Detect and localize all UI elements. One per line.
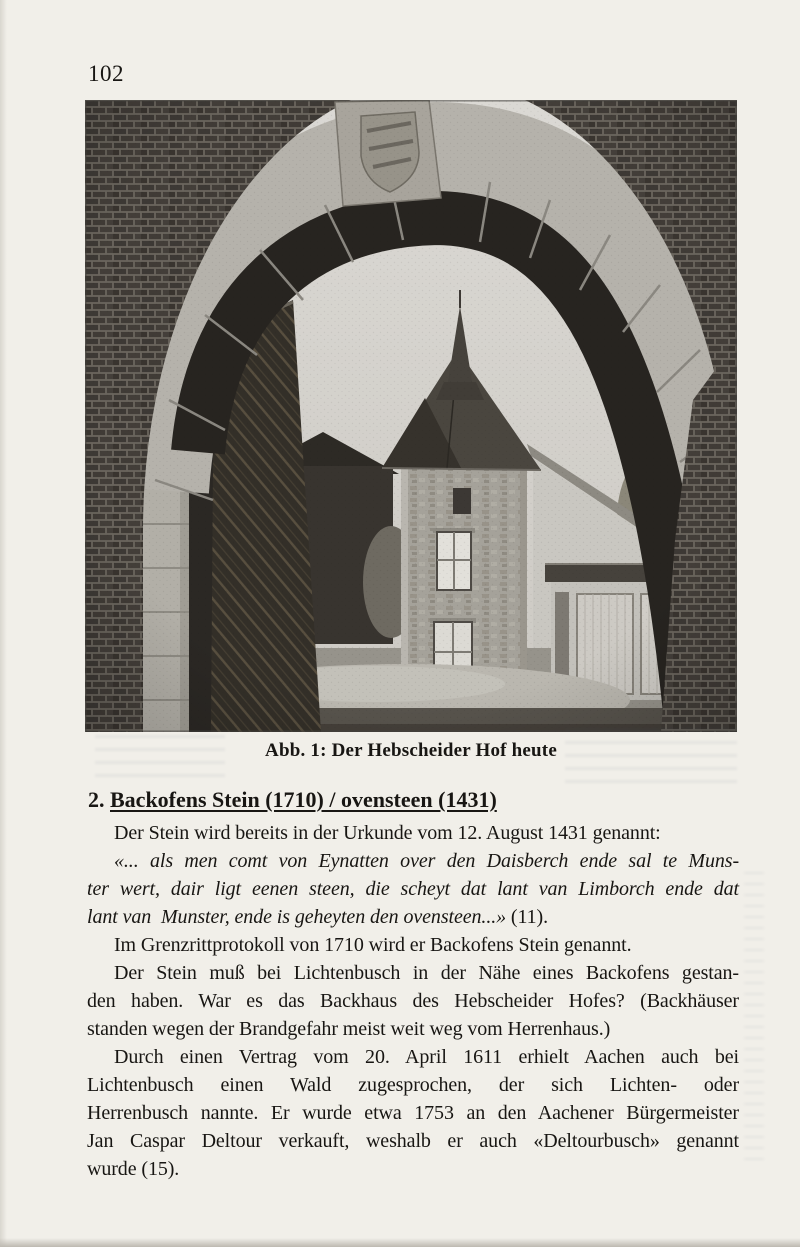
- body-line: [87, 875, 739, 903]
- body-segment: Der Stein wird bereits in der Urkunde vom 12. August 1431 genannt:: [114, 822, 661, 844]
- section-title: Backofens Stein (1710) / ovensteen (1431): [110, 787, 497, 812]
- body-segment: Lichtenbusch einen Wald zugesprochen, der sich Lichten- oder: [87, 1074, 739, 1096]
- scan-edge-left: [0, 0, 7, 1247]
- body-line: [87, 959, 739, 987]
- bleedthrough-margin: [744, 870, 764, 1160]
- body-segment: Durch einen Vertrag vom 20. April 1611 erhielt Aachen auch bei: [114, 1046, 739, 1068]
- body-line: [87, 1099, 739, 1127]
- body-segment: Jan Caspar Deltour verkauft, weshalb er auch «Deltourbusch» genannt: [87, 1130, 739, 1152]
- quote-text: lant van Munster, ende is geheyten den ovensteen...»: [87, 906, 511, 928]
- body-segment: Der Stein muß bei Lichtenbusch in der Nähe eines Backofens gestan-: [114, 962, 739, 984]
- figure-photo-hebscheider-hof: [85, 100, 737, 732]
- quote-text: «... als men comt von Eynatten over den Daisberch ende sal te Muns-: [114, 850, 739, 872]
- body-line: [87, 1155, 739, 1183]
- scan-edge-bottom: [0, 1238, 800, 1247]
- body-line: [87, 1127, 739, 1155]
- body-segment: standen wegen der Brandgefahr meist weit weg vom Herrenhaus.): [87, 1018, 611, 1040]
- gate-arch-photo-illustration: [85, 100, 737, 732]
- body-line: [87, 847, 739, 875]
- figure-caption: Abb. 1: Der Hebscheider Hof heute: [265, 740, 557, 761]
- body-line: [87, 903, 739, 931]
- body-line: [87, 1015, 739, 1043]
- page-number: 102: [88, 61, 124, 86]
- body-line: [87, 931, 739, 959]
- section-heading: [88, 787, 497, 813]
- body-segment: wurde (15).: [87, 1158, 180, 1180]
- body-segment: den haben. War es das Backhaus des Hebscheider Hofes? (Backhäuser: [87, 990, 739, 1012]
- quote-text: ter wert, dair ligt eenen steen, die scheyt dat lant van Limborch ende dat: [87, 878, 739, 900]
- section-number: 2.: [88, 787, 105, 812]
- body-segment: (11).: [510, 906, 549, 928]
- body-segment: Herrenbusch nannte. Er wurde etwa 1753 an den Aachener Bürgermeister: [87, 1102, 739, 1124]
- body-line: [87, 819, 739, 847]
- body-line: [87, 1043, 739, 1071]
- body-segment: Im Grenzrittprotokoll von 1710 wird er Backofens Stein genannt.: [114, 934, 632, 956]
- body-line: [87, 1071, 739, 1099]
- body-text: [87, 819, 739, 1183]
- body-line: [87, 987, 739, 1015]
